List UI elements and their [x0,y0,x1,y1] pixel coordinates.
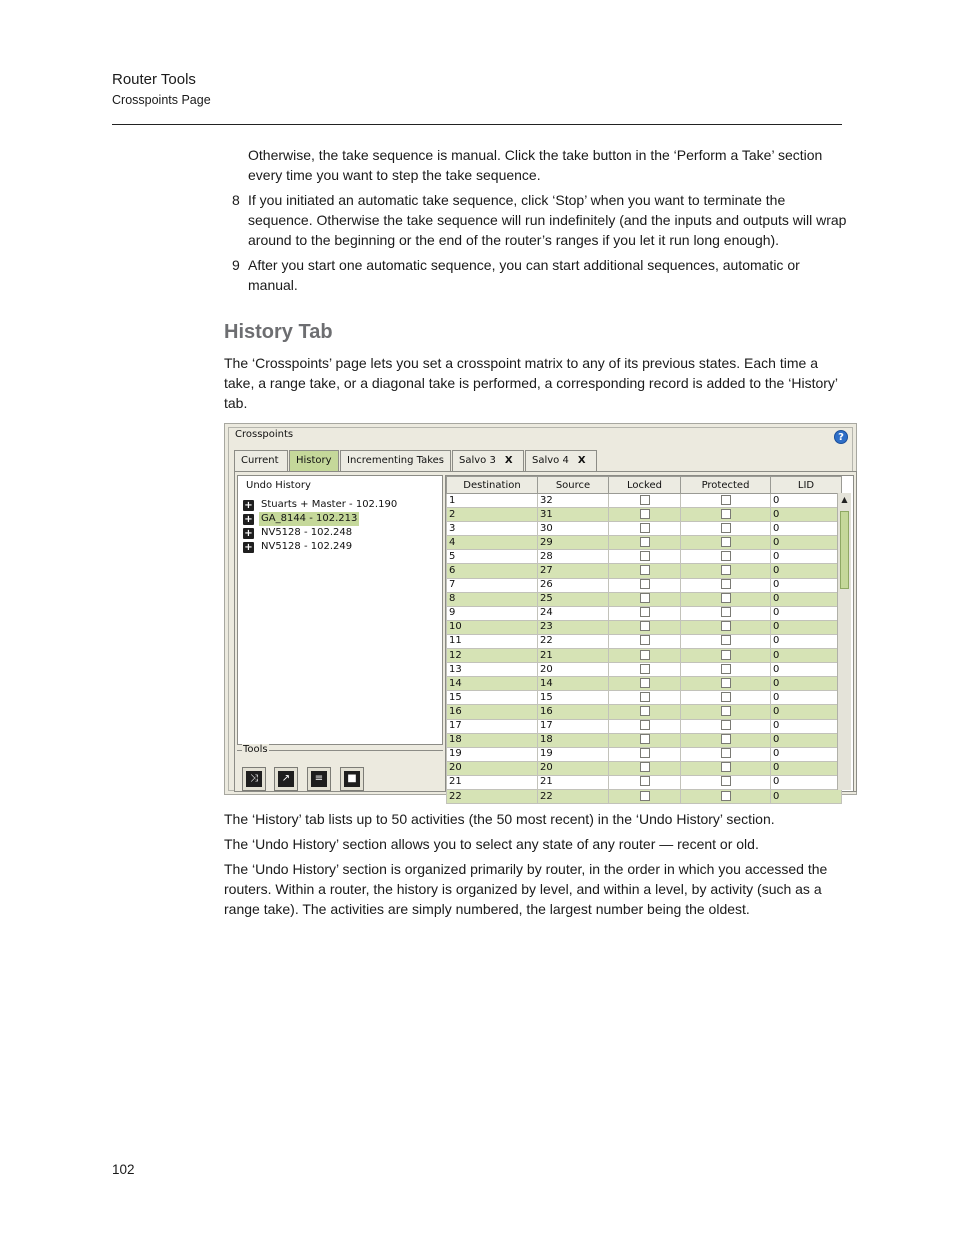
tree-item-label: GA_8144 - 102.213 [261,513,358,524]
locked-cell [609,747,681,761]
protected-checkbox[interactable] [721,678,731,688]
lid-cell: 0 [771,578,842,592]
protected-checkbox[interactable] [721,748,731,758]
protected-checkbox[interactable] [721,495,731,505]
table-row[interactable] [447,733,842,747]
destination-cell: 1 [447,494,538,508]
notepad-icon: ≡ [311,771,327,787]
table-row[interactable] [447,564,842,578]
protected-checkbox[interactable] [721,565,731,575]
locked-cell [609,606,681,620]
protected-cell [681,550,771,564]
source-cell: 24 [538,606,609,620]
lid-cell: 0 [771,536,842,550]
locked-checkbox[interactable] [640,621,650,631]
source-cell: 16 [538,705,609,719]
tab-salvo-4[interactable] [525,450,597,471]
lid-cell: 0 [771,691,842,705]
protected-checkbox[interactable] [721,650,731,660]
protected-cell [681,733,771,747]
expand-icon[interactable]: + [244,499,253,511]
locked-checkbox[interactable] [640,748,650,758]
locked-checkbox[interactable] [640,593,650,603]
protected-cell [681,564,771,578]
protected-cell [681,719,771,733]
destination-cell: 19 [447,747,538,761]
source-cell: 14 [538,677,609,691]
protected-cell [681,677,771,691]
destination-cell: 21 [447,775,538,789]
locked-checkbox[interactable] [640,776,650,786]
destination-cell: 9 [447,606,538,620]
protected-cell [681,578,771,592]
protected-checkbox[interactable] [721,537,731,547]
source-cell: 32 [538,494,609,508]
expand-icon[interactable]: + [244,541,253,553]
shuffle-icon: ⤨ [246,771,262,787]
destination-cell: 5 [447,550,538,564]
column-header-destination[interactable]: Destination [447,477,538,494]
table-row[interactable] [447,592,842,606]
destination-cell: 18 [447,733,538,747]
save-button[interactable] [340,767,364,791]
locked-checkbox[interactable] [640,607,650,617]
locked-checkbox[interactable] [640,762,650,772]
expand-icon[interactable]: + [244,527,253,539]
source-cell: 22 [538,634,609,648]
export-icon: ↗ [278,771,294,787]
protected-checkbox[interactable] [721,523,731,533]
locked-cell [609,677,681,691]
intro-paragraph: Otherwise, the take sequence is manual. Click the take button in the ‘Perform a Take’ section every time you want to step the take sequence. [248,147,823,183]
lid-cell: 0 [771,508,842,522]
step-text: After you start one automatic sequence, you can start additional sequences, automatic or manual. [248,257,800,293]
locked-cell [609,620,681,634]
protected-cell [681,536,771,550]
locked-cell [609,634,681,648]
locked-cell [609,691,681,705]
protected-cell [681,747,771,761]
step-number: 8 [232,192,240,208]
locked-cell [609,494,681,508]
source-cell: 19 [538,747,609,761]
protected-cell [681,522,771,536]
protected-cell [681,620,771,634]
table-row[interactable] [447,747,842,761]
table-row[interactable] [447,578,842,592]
protected-checkbox[interactable] [721,664,731,674]
source-cell: 23 [538,620,609,634]
body-paragraph: The ‘Undo History’ section allows you to select any state of any router — recent or old. [224,836,759,852]
lid-cell: 0 [771,564,842,578]
locked-checkbox[interactable] [640,523,650,533]
source-cell: 28 [538,550,609,564]
tab-history[interactable] [289,450,339,471]
tab-current[interactable] [234,450,288,471]
locked-cell [609,649,681,663]
page-number: 102 [112,1162,135,1177]
protected-checkbox[interactable] [721,791,731,801]
body-paragraph: The ‘History’ tab lists up to 50 activities (the 50 most recent) in the ‘Undo History’ section. [224,811,775,827]
table-row[interactable] [447,649,842,663]
undo-history-tree [243,498,399,554]
destination-cell: 20 [447,761,538,775]
column-header-lid[interactable]: LID [771,477,842,494]
source-cell: 22 [538,789,609,803]
source-cell: 20 [538,761,609,775]
protected-checkbox[interactable] [721,635,731,645]
source-cell: 27 [538,564,609,578]
tree-item[interactable] [243,512,399,526]
source-cell: 15 [538,691,609,705]
tab-salvo-3[interactable] [452,450,524,471]
table-row[interactable] [447,789,842,803]
locked-checkbox[interactable] [640,551,650,561]
section-lead: The ‘Crosspoints’ page lets you set a crosspoint matrix to any of its previous states. Each time a take, a range take, or a diagonal take is performed, a corresponding record is added to the ‘History’ tab. [224,355,838,411]
destination-cell: 14 [447,677,538,691]
source-cell: 29 [538,536,609,550]
table-row[interactable] [447,705,842,719]
crosspoints-panel [228,427,853,802]
locked-cell [609,550,681,564]
protected-checkbox[interactable] [721,776,731,786]
close-icon[interactable]: X [504,455,513,466]
lid-cell: 0 [771,663,842,677]
locked-cell [609,761,681,775]
table-scrollbar[interactable] [837,493,851,790]
save-icon: ■ [344,771,360,787]
locked-cell [609,592,681,606]
protected-checkbox[interactable] [721,734,731,744]
locked-cell [609,522,681,536]
destination-cell: 17 [447,719,538,733]
step-text: If you initiated an automatic take sequence, click ‘Stop’ when you want to terminate the sequence. Otherwise the take sequence will run indefinitely (and the inputs and outputs will wrap around to the beginning or the end of the router’s ranges if you let it run long enough). [248,192,847,248]
tools-label: Tools [243,744,268,755]
table-header-row [447,477,842,494]
lid-cell: 0 [771,522,842,536]
lid-cell: 0 [771,620,842,634]
destination-cell: 13 [447,663,538,677]
destination-cell: 7 [447,578,538,592]
destination-cell: 22 [447,789,538,803]
lid-cell: 0 [771,705,842,719]
locked-checkbox[interactable] [640,635,650,645]
protected-checkbox[interactable] [721,551,731,561]
locked-cell [609,789,681,803]
tree-item-label: Stuarts + Master - 102.190 [261,499,398,510]
table-row[interactable] [447,634,842,648]
tab-label: History [296,455,332,466]
lid-cell: 0 [771,494,842,508]
table-row[interactable] [447,691,842,705]
tab-label: Salvo 3 [459,455,496,466]
running-header-title: Router Tools [112,71,196,88]
destination-cell: 16 [447,705,538,719]
table-row[interactable] [447,719,842,733]
column-header-protected[interactable]: Protected [681,477,771,494]
table-row[interactable] [447,663,842,677]
locked-checkbox[interactable] [640,720,650,730]
destination-cell: 15 [447,691,538,705]
protected-cell [681,606,771,620]
locked-cell [609,564,681,578]
lid-cell: 0 [771,649,842,663]
locked-checkbox[interactable] [640,692,650,702]
history-tab-panel [234,471,857,802]
body-paragraph: The ‘Undo History’ section is organized primarily by router, in the order in which you accessed the routers. Within a router, the history is organized by level, and within a level, by activity (such as a range take). The activities are simply numbered, the largest number being the oldest. [224,861,828,917]
lid-cell: 0 [771,634,842,648]
source-cell: 20 [538,663,609,677]
crosspoint-grid [446,476,842,804]
table-row[interactable] [447,775,842,789]
locked-cell [609,578,681,592]
locked-cell [609,733,681,747]
protected-cell [681,663,771,677]
close-icon[interactable]: X [577,455,586,466]
shuffle-button[interactable] [242,767,266,791]
locked-cell [609,663,681,677]
lid-cell: 0 [771,606,842,620]
protected-checkbox[interactable] [721,692,731,702]
protected-cell [681,789,771,803]
column-header-source[interactable]: Source [538,477,609,494]
protected-checkbox[interactable] [721,593,731,603]
column-header-locked[interactable]: Locked [609,477,681,494]
source-cell: 26 [538,578,609,592]
locked-checkbox[interactable] [640,734,650,744]
table-row[interactable] [447,522,842,536]
notepad-button[interactable] [307,767,331,791]
destination-cell: 8 [447,592,538,606]
table-row[interactable] [447,550,842,564]
destination-cell: 11 [447,634,538,648]
help-icon[interactable]: ? [834,430,848,444]
tree-item-label: NV5128 - 102.248 [261,527,353,538]
step-number: 9 [232,257,240,273]
destination-cell: 4 [447,536,538,550]
panel-title: Crosspoints [235,429,294,440]
crosspoints-screenshot [224,423,857,802]
source-cell: 31 [538,508,609,522]
table-row[interactable] [447,761,842,775]
protected-cell [681,649,771,663]
locked-checkbox[interactable] [640,495,650,505]
table-row[interactable] [447,620,842,634]
protected-checkbox[interactable] [721,720,731,730]
destination-cell: 12 [447,649,538,663]
scroll-thumb[interactable] [840,511,849,589]
lid-cell: 0 [771,775,842,789]
protected-cell [681,494,771,508]
source-cell: 30 [538,522,609,536]
locked-cell [609,705,681,719]
protected-cell [681,508,771,522]
locked-cell [609,775,681,789]
table-row[interactable] [447,494,842,508]
header-rule [112,124,842,125]
protected-checkbox[interactable] [721,607,731,617]
protected-checkbox[interactable] [721,706,731,716]
tab-incrementing-takes[interactable] [340,450,451,471]
lid-cell: 0 [771,719,842,733]
source-cell: 18 [538,733,609,747]
lid-cell: 0 [771,747,842,761]
destination-cell: 3 [447,522,538,536]
section-heading: History Tab [224,321,333,343]
scroll-up-icon[interactable]: ▲ [841,495,848,504]
source-cell: 21 [538,775,609,789]
tree-item[interactable] [243,526,399,540]
crosspoint-table [445,475,854,802]
destination-cell: 2 [447,508,538,522]
lid-cell: 0 [771,592,842,606]
destination-cell: 6 [447,564,538,578]
lid-cell: 0 [771,733,842,747]
protected-cell [681,775,771,789]
table-row[interactable] [447,536,842,550]
protected-checkbox[interactable] [721,621,731,631]
locked-cell [609,536,681,550]
tree-item-label: NV5128 - 102.249 [261,541,353,552]
protected-cell [681,761,771,775]
locked-checkbox[interactable] [640,664,650,674]
tools-box [237,744,443,790]
locked-cell [609,719,681,733]
locked-checkbox[interactable] [640,537,650,547]
locked-cell [609,508,681,522]
tree-item[interactable] [243,540,399,554]
protected-checkbox[interactable] [721,579,731,589]
running-header-subtitle: Crosspoints Page [112,93,211,107]
protected-cell [681,691,771,705]
tree-item[interactable] [243,498,399,512]
expand-icon[interactable]: + [244,513,253,525]
table-row[interactable] [447,508,842,522]
source-cell: 25 [538,592,609,606]
protected-checkbox[interactable] [721,509,731,519]
table-row[interactable] [447,606,842,620]
locked-checkbox[interactable] [640,706,650,716]
lid-cell: 0 [771,550,842,564]
locked-checkbox[interactable] [640,650,650,660]
destination-cell: 10 [447,620,538,634]
locked-checkbox[interactable] [640,565,650,575]
table-row[interactable] [447,677,842,691]
tab-label: Salvo 4 [532,455,569,466]
protected-cell [681,705,771,719]
lid-cell: 0 [771,761,842,775]
lid-cell: 0 [771,789,842,803]
source-cell: 17 [538,719,609,733]
tab-label: Current [241,455,279,466]
tab-label: Incrementing Takes [347,455,445,466]
source-cell: 21 [538,649,609,663]
export-button[interactable] [274,767,298,791]
protected-cell [681,634,771,648]
locked-checkbox[interactable] [640,678,650,688]
lid-cell: 0 [771,677,842,691]
undo-history-box [237,475,443,745]
undo-history-label: Undo History [246,480,311,491]
locked-checkbox[interactable] [640,579,650,589]
locked-checkbox[interactable] [640,791,650,801]
protected-checkbox[interactable] [721,762,731,772]
locked-checkbox[interactable] [640,509,650,519]
protected-cell [681,592,771,606]
